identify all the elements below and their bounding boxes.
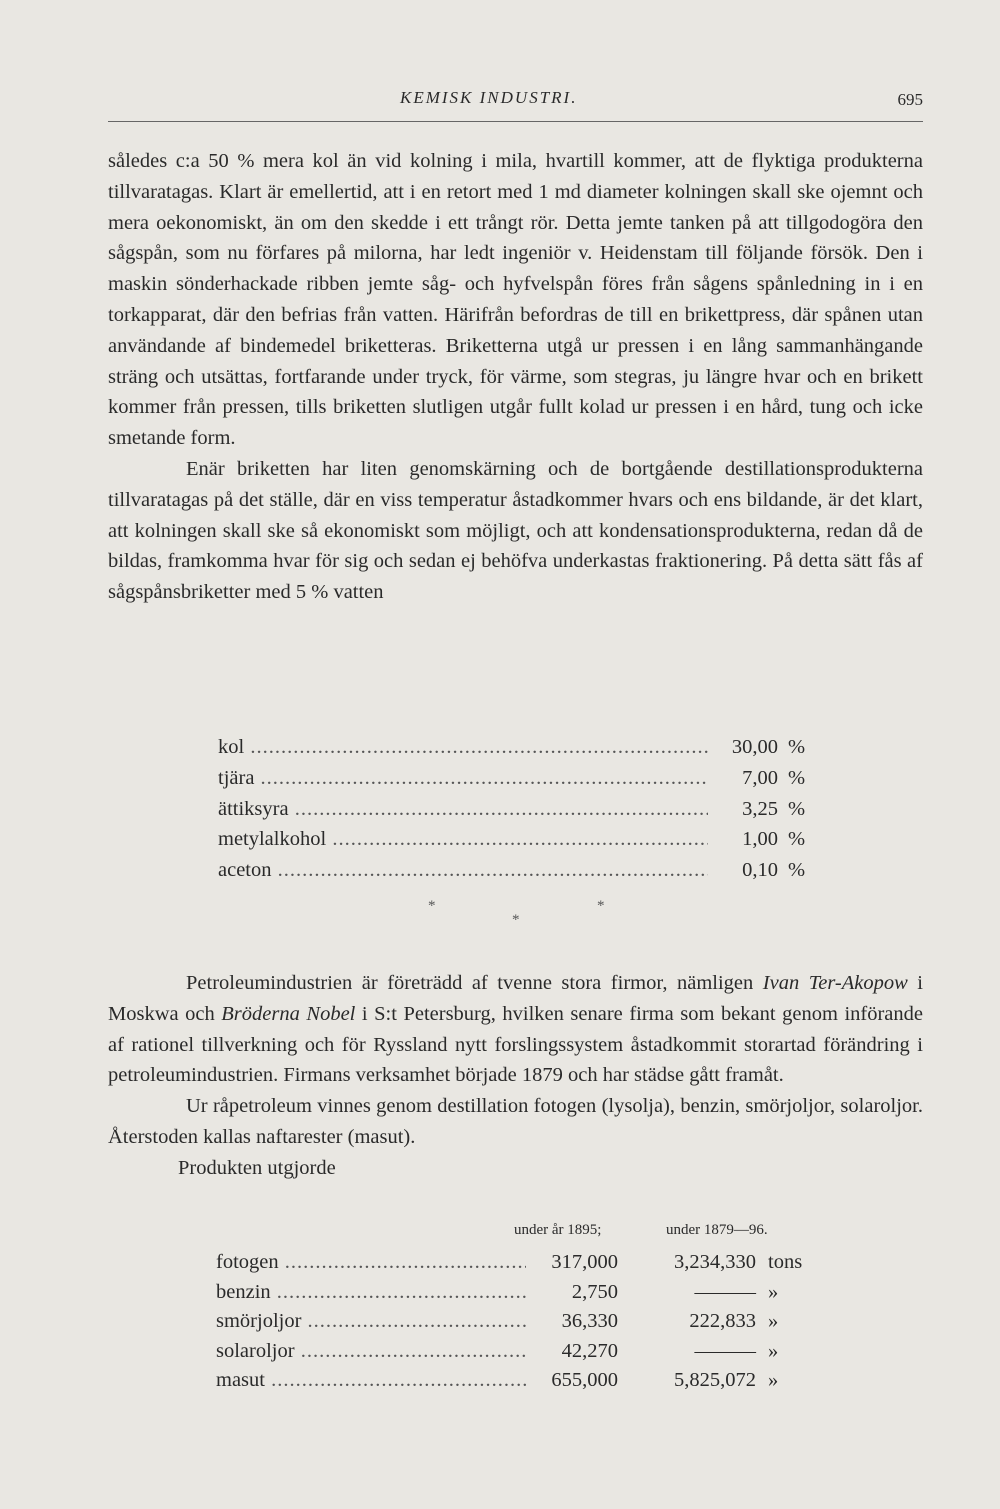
yield-label: tjära ..... [218, 763, 708, 794]
product-label: solaroljor ..... [216, 1337, 526, 1367]
yield-unit: % [788, 828, 806, 851]
running-title: KEMISK INDUSTRI. [400, 88, 578, 107]
yield-label: aceton ..... [218, 855, 708, 886]
yield-label: kol ..... [218, 732, 708, 763]
yield-value: 1,00 [742, 828, 778, 851]
paragraph-1: således c:a 50 % mera kol än vid kolning i mila, hvartill kommer, att de flyktiga produkterna tillvaratagas. Klart är emellertid, att i en retort med 1 md diameter kolningen skall ske ojemnt och mera oekonomiskt, än om den skedde i ett trångt rör. Detta jemte tanken på att tillgodogöra den sågspån, som nu förfares på milorna, har ledt ingeniör v. Heidenstam till följande försök. Den i maskin sönderhackade ribben jemte såg- och hyfvelspån föres från sågens spånledning in i en torkapparat, där den befrias från vatten. Härifrån befordras de till en brikettpress, där spånen utan användande af bindemedel briketteras. Briketterna utgå ur pressen i en lång sammanhängande sträng och utsättas, fortfarande under tryck, för värme, som stegras, ju längre hvar och en brikett kommer från pressen, tills briketten slutligen utgår fullt kolad ur pressen i en hård, tung och icke smetande form. [108, 150, 923, 450]
product-value-1895: 655,000 [551, 1369, 618, 1391]
product-value-1879-96: ——— [694, 1339, 756, 1362]
product-label: masut ..... [216, 1366, 526, 1396]
column-header-1895: under år 1895; [514, 1222, 602, 1238]
yield-label: metylalkohol ..... [218, 824, 708, 855]
body-text-top [108, 146, 923, 608]
firm-name-2: Bröderna Nobel [221, 1002, 356, 1025]
product-table-header [216, 1222, 826, 1248]
product-label: benzin ..... [216, 1278, 526, 1308]
yield-table [218, 732, 818, 886]
product-unit: » [768, 1369, 779, 1391]
product-value-1879-96: ——— [694, 1280, 756, 1303]
asterisk-icon: * [597, 898, 605, 914]
product-value-1879-96: 5,825,072 [674, 1369, 756, 1391]
paragraph-4: Ur råpetroleum vinnes genom destillation fotogen (lysolja), benzin, smörjoljor, solaroljor. Återstoden kallas naftarester (masut). [108, 1095, 923, 1148]
yield-row [218, 794, 818, 825]
page-number: 695 [897, 90, 923, 109]
paragraph-3-text: i S:t Petersburg, hvilken senare firma som bekant genom införande af rationel tillverkning och för Ryssland nytt forslingssystem åstadkommit storartad förändring i petroleumindustrien. Firmans verksamhet började 1879 och har städse gått framåt. [108, 1002, 923, 1087]
product-value-1879-96: 3,234,330 [674, 1251, 756, 1273]
product-value-1895: 36,330 [561, 1310, 618, 1332]
paragraph-3-text: Petroleumindustrien är företrädd af tvenne stora firmor, nämligen [186, 972, 763, 994]
firm-name-1: Ivan Ter-Akopow [762, 972, 908, 994]
product-unit: » [768, 1310, 779, 1332]
body-text-bottom [108, 968, 923, 1184]
yield-value: 7,00 [742, 766, 778, 789]
product-value-1895: 317,000 [551, 1251, 618, 1273]
yield-row [218, 855, 818, 886]
header-rule [108, 121, 923, 122]
yield-unit: % [788, 766, 806, 789]
yield-row [218, 763, 818, 794]
yield-value: 30,00 [731, 736, 778, 758]
product-row [216, 1366, 826, 1396]
paragraph-3-text: i Moskwa och [108, 972, 923, 1025]
asterisk-icon: * [428, 898, 436, 914]
yield-unit: % [788, 859, 806, 882]
product-value-1895: 2,750 [571, 1280, 618, 1303]
page-header [108, 88, 923, 118]
product-value-1879-96: 222,833 [689, 1310, 756, 1332]
yield-label: ättiksyra ..... [218, 794, 708, 825]
product-value-1895: 42,270 [561, 1339, 618, 1362]
yield-unit: % [788, 797, 806, 820]
yield-value: 0,10 [742, 859, 778, 882]
product-row [216, 1248, 826, 1278]
product-row [216, 1278, 826, 1308]
product-label: fotogen ..... [216, 1248, 526, 1278]
product-table [216, 1222, 826, 1396]
asterisk-icon: * [512, 912, 520, 928]
product-row [216, 1337, 826, 1367]
paragraph-5: Produkten utgjorde [178, 1156, 336, 1179]
product-unit: tons [768, 1251, 803, 1273]
paragraph-3 [108, 968, 923, 1091]
product-unit: » [768, 1280, 779, 1303]
paragraph-2: Enär briketten har liten genomskärning och de bortgående destillationsprodukterna tillvaratagas på det ställe, där en viss temperatur åstadkommer hvars och ens bildande, är det klart, att kolningen skall ske så ekonomiskt som möjligt, och att kondensationsprodukterna, redan då de bildas, framkomma hvar för sig och sedan ej behöfva underkastas fraktionering. På detta sätt fås af sågspånsbriketter med 5 % vatten [108, 457, 923, 604]
yield-value: 3,25 [742, 797, 778, 820]
yield-row [218, 732, 818, 763]
yield-row [218, 824, 818, 855]
yield-unit: % [788, 736, 806, 758]
product-unit: » [768, 1339, 779, 1362]
product-row [216, 1307, 826, 1337]
column-header-1879-96: under 1879—96. [666, 1222, 768, 1238]
product-label: smörjoljor ..... [216, 1307, 526, 1337]
